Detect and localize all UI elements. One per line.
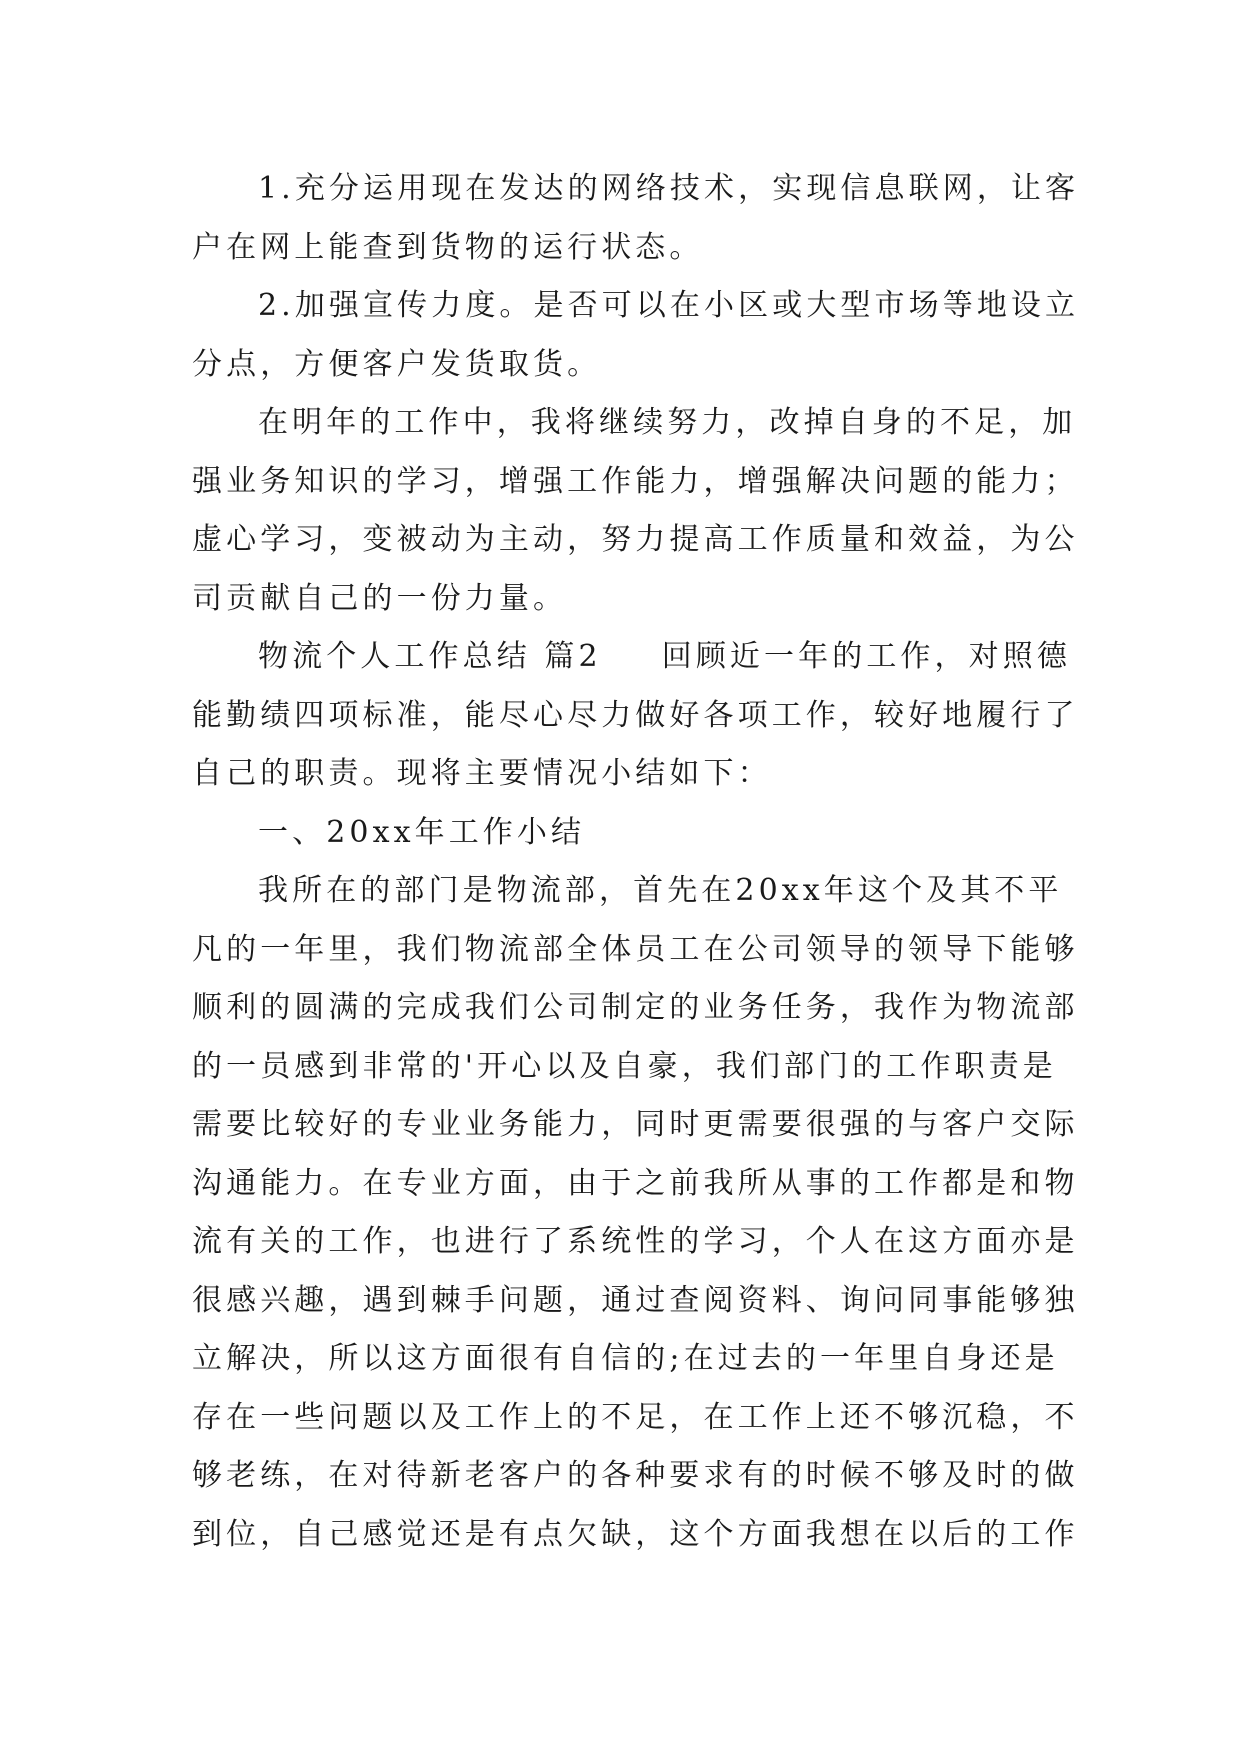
paragraph-line: 分点，方便客户发货取货。 [192,346,602,382]
paragraph-line: 在明年的工作中，我将继续努力，改掉自身的不足，加 [258,405,1077,440]
paragraph-line: 自己的职责。现将主要情况小结如下： [192,756,772,791]
paragraph-line: 很感兴趣，遇到棘手问题，通过查阅资料、询问同事能够独 [192,1282,1079,1318]
paragraph-line: 虚心学习，变被动为主动，努力提高工作质量和效益，为公 [192,522,1079,557]
paragraph-line: 的一员感到非常的'开心以及自豪，我们部门的工作职责是 [192,1048,1057,1084]
paragraph-line: 到位，自己感觉还是有点欠缺，这个方面我想在以后的工作 [192,1516,1079,1552]
paragraph-line: 2.加强宣传力度。是否可以在小区或大型市场等地设立 [258,288,1080,323]
paragraph-line: 凡的一年里，我们物流部全体员工在公司领导的领导下能够 [192,931,1079,967]
paragraph-line: 顺利的圆满的完成我们公司制定的业务任务，我作为物流部 [192,990,1079,1025]
paragraph-line: 存在一些问题以及工作上的不足，在工作上还不够沉稳，不 [192,1399,1079,1435]
paragraph-line: 需要比较好的专业业务能力，同时更需要很强的与客户交际 [192,1107,1079,1142]
document-body [192,160,1080,1564]
paragraph-text: 回顾近一年的工作，对照德 [661,639,1071,674]
subheading-line: 一、20xx年工作小结 [258,814,586,850]
paragraph-line: 够老练，在对待新老客户的各种要求有的时候不够及时的做 [192,1458,1079,1493]
paragraph-line: 沟通能力。在专业方面，由于之前我所从事的工作都是和物 [192,1165,1079,1201]
paragraph-line: 能勤绩四项标准，能尽心尽力做好各项工作，较好地履行了 [192,697,1079,733]
section-heading-line [192,628,1071,687]
paragraph-line: 户在网上能查到货物的运行状态。 [192,229,704,265]
paragraph-line: 强业务知识的学习，增强工作能力，增强解决问题的能力； [192,463,1079,499]
section-title: 物流个人工作总结 篇2 [258,639,602,674]
paragraph-line: 我所在的部门是物流部，首先在20xx年这个及其不平 [258,873,1063,908]
paragraph-line: 流有关的工作，也进行了系统性的学习，个人在这方面亦是 [192,1224,1079,1259]
paragraph-line: 1.充分运用现在发达的网络技术，实现信息联网，让客 [258,171,1080,206]
paragraph-line: 立解决，所以这方面很有自信的;在过去的一年里自身还是 [192,1341,1059,1376]
paragraph-line: 司贡献自己的一份力量。 [192,580,568,616]
